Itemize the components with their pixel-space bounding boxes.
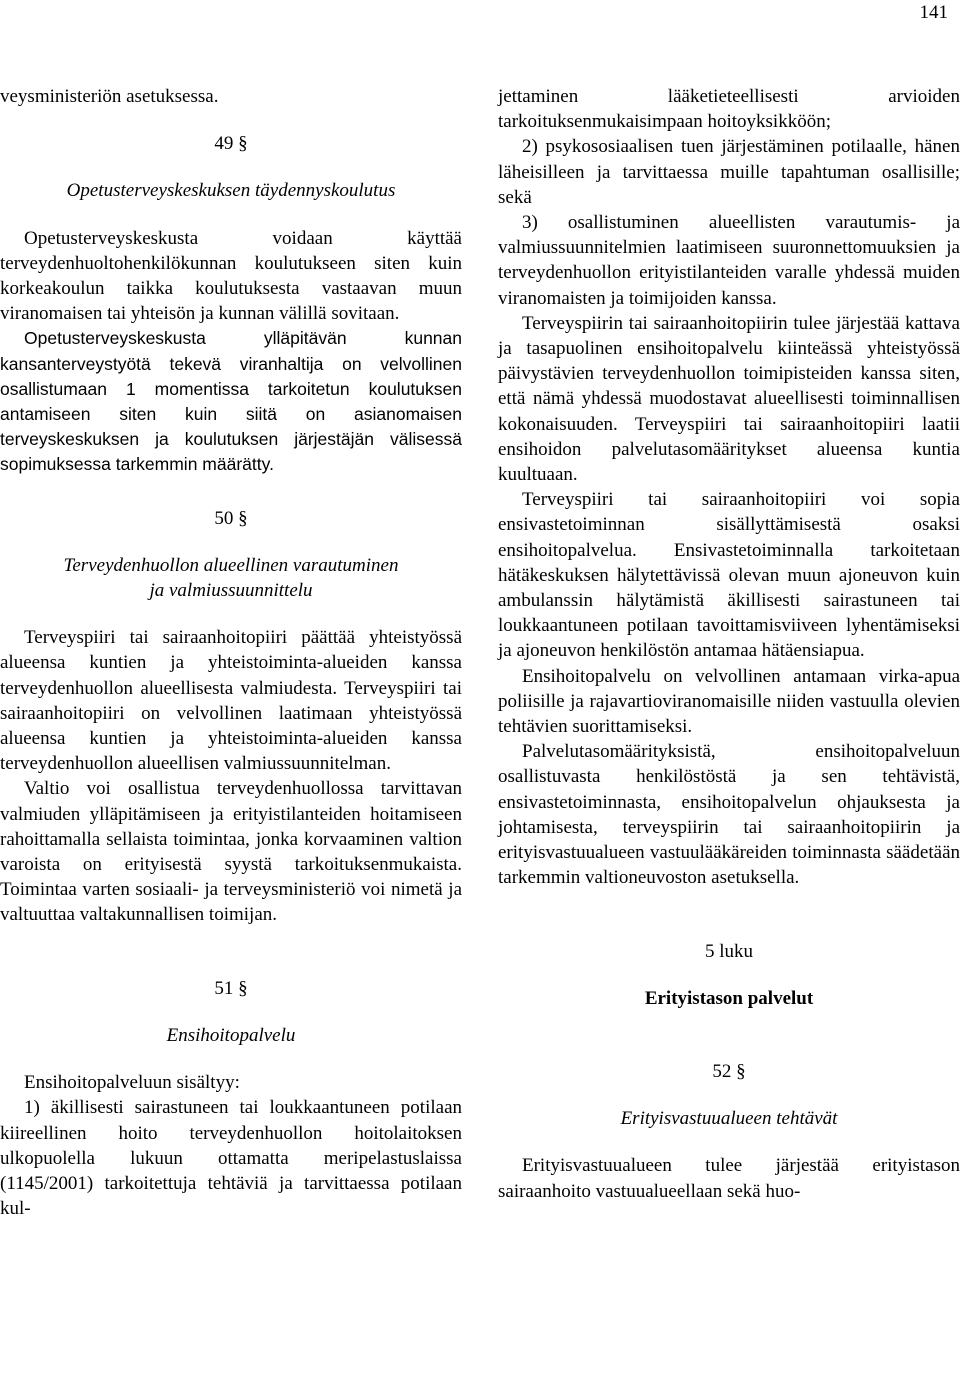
section-51-paragraph-4: Ensihoitopalvelu on velvollinen antamaan virka-apua poliisille ja rajavartioviranomaisille niiden vastuulla olevien tehtävien suorittamiseksi. bbox=[498, 665, 960, 738]
section-51-paragraph-2b: Terveyspiirin tai sairaanhoitopiirin tulee järjestää kattava ja tasapuolinen ensihoitopalvelu kiinteässä yhteistyössä päivystävien terveydenhuollon toimipisteiden kanssa siten, että nämä yhdessä muodostavat alueellisesti toiminnallisen kokonaisuuden. Terveyspiiri tai sairaanhoitopiiri laatii ensihoidon palvelutasomääritykset alueensa kuntia kuultuaan. bbox=[498, 312, 960, 486]
section-51-paragraph-5: Palvelutasomäärityksistä, ensihoitopalveluun osallistuvasta henkilöstöstä ja sen tehtävistä, ensivastetoiminnasta, ensihoitopalvelun ohjauksesta ja johtamisesta, terveyspiirin tai sairaanhoitopiirin ja erityisvastuualueen vastuulääkäreiden toiminnasta säädetään tarkemmin valtioneuvoston asetuksella. bbox=[498, 741, 960, 889]
section-51-paragraph-1: Ensihoitopalveluun sisältyy: bbox=[24, 1072, 240, 1094]
paragraph-continuation: jettaminen lääketieteellisesti arvioiden tarkoituksenmukaisimpaan hoitoyksikköön; bbox=[498, 86, 960, 133]
section-49-paragraph-2: Opetusterveyskeskusta ylläpitävän kunnan kansanterveystyötä tekevä viranhaltija on velvollinen osallistumaan 1 momentissa tarkoitetun koulutuksen antamiseen siten kuin siitä on asianomaisen terveyskeskuksen ja koulutuksen järjestäjän välisessä sopimuksessa tarkemmin määrätty. bbox=[0, 328, 462, 475]
list-item-3: 3) osallistuminen alueellisten varautumis- ja valmiussuunnitelmien laatimiseen suuronnettomuuksien ja terveydenhuollon erityistilanteiden varalle yhdessä muiden viranomaisten ja toimijoiden kanssa. bbox=[498, 212, 960, 309]
page-number: 141 bbox=[919, 2, 948, 23]
list-item-2: 2) psykososiaalisen tuen järjestäminen potilaalle, hänen läheisilleen ja tarvittaessa muille tapahtuman osallisille; sekä bbox=[498, 136, 960, 208]
section-50-title-line-2: ja valmiussuunnittelu bbox=[149, 580, 313, 602]
section-52-number: 52 § bbox=[712, 1060, 746, 1082]
section-52-title: Erityisvastuualueen tehtävät bbox=[620, 1108, 838, 1130]
chapter-title: Erityistason palvelut bbox=[644, 987, 814, 1009]
section-51-paragraph-2: 1) äkillisesti sairastuneen tai loukkaantuneen potilaan kiireellinen hoito terveydenhuollon hoitolaitoksen ulkopuolella lukuun ottamatta meripelastuslaissa (1145/2001) tarkoitettuja tehtäviä ja tarvittaessa potilaan kul- bbox=[0, 1097, 462, 1220]
left-column bbox=[0, 84, 462, 1221]
section-49-paragraph-1: Opetusterveyskeskusta voidaan käyttää terveydenhuoltohenkilökunnan koulutukseen siten kuin korkeakoulun taikka koulutuksesta vastaavan muun viranomaisen tai yhteisön ja kunnan välillä sovitaan. bbox=[0, 227, 462, 325]
section-51-title: Ensihoitopalvelu bbox=[166, 1024, 296, 1046]
section-50-paragraph-2: Valtio voi osallistua terveydenhuollossa tarvittavan valmiuden ylläpitämiseen ja erityistilanteiden hoitamiseen rahoittamalla sellaista toimintaa, jonka korvaaminen valtion varoista on erityisestä syystä tarkoituksenmukaista. Toimintaa varten sosiaali- ja terveysministeriö voi nimetä ja valtuuttaa valtakunnallisen toimijan. bbox=[0, 778, 462, 926]
paragraph-continuation: veysministeriön asetuksessa. bbox=[0, 86, 219, 107]
section-50-number: 50 § bbox=[214, 507, 248, 529]
section-49-number: 49 § bbox=[214, 133, 248, 155]
section-51-paragraph-3: Terveyspiiri tai sairaanhoitopiiri voi sopia ensivastetoiminnan sisällyttämisestä osaksi ensihoitopalvelua. Ensivastetoiminnalla tarkoitetaan hätäkeskuksen hälytettävissä olevan muun ajoneuvon kuin ambulanssin hälytämistä äkillisesti sairastuneen tai loukkaantuneen potilaan tavoittamisviiveen lyhentämiseksi ja ajoneuvon henkilöstön antamaa hätäensiapua. bbox=[498, 489, 960, 662]
section-49-title: Opetusterveyskeskuksen täydennyskoulutus bbox=[66, 180, 396, 202]
right-column bbox=[498, 84, 960, 1204]
chapter-number: 5 luku bbox=[704, 940, 754, 962]
section-51-number: 51 § bbox=[214, 977, 248, 999]
section-52-paragraph-1: Erityisvastuualueen tulee järjestää erityistason sairaanhoito vastuualueellaan sekä huo- bbox=[498, 1155, 960, 1202]
section-50-title-line-1: Terveydenhuollon alueellinen varautuminen bbox=[63, 554, 399, 576]
section-50-paragraph-1: Terveyspiiri tai sairaanhoitopiiri päättää yhteistyössä alueensa kuntien ja yhteistoiminta-alueiden kanssa terveydenhuollon alueellisesta valmiudesta. Terveyspiiri tai sairaanhoitopiiri on velvollinen laatimaan yhteistyössä alueensa kuntien ja yhteistoiminta-alueiden kanssa terveydenhuollon alueellisen valmiussuunnitelman. bbox=[0, 627, 462, 775]
